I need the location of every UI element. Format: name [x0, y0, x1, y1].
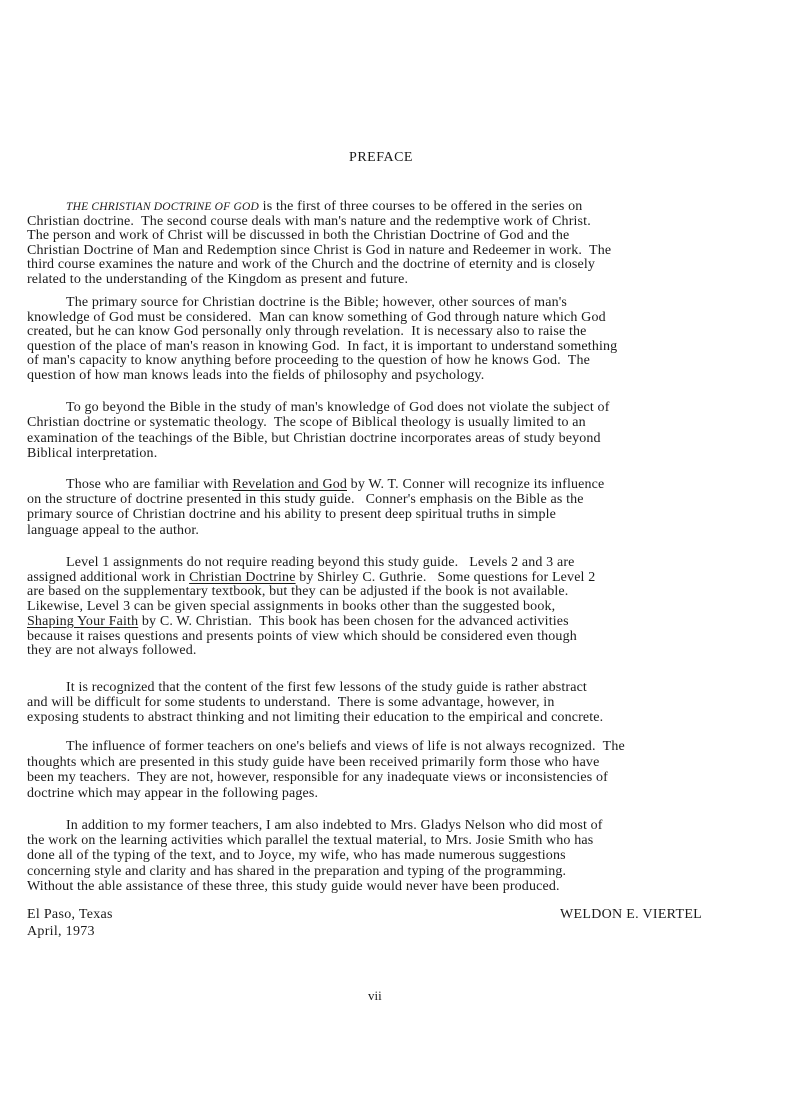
text-line [27, 368, 484, 384]
text-line [27, 695, 555, 711]
text-segment: The influence of former teachers on one's beliefs and views of life is not always recognized. The [66, 739, 625, 754]
text-segment: by C. W. Christian. This book has been chosen for the advanced activities [138, 613, 569, 629]
text-segment: Level 1 assignments do not require reading beyond this study guide. Levels 2 and 3 are [66, 555, 575, 570]
book-title: Christian Doctrine [189, 569, 296, 585]
text-line [27, 833, 593, 849]
text-line [27, 523, 199, 539]
text-line [66, 477, 604, 493]
signature-author: WELDON E. VIERTEL [560, 907, 703, 922]
book-title: Revelation and God [232, 477, 348, 492]
page-number: vii [368, 988, 382, 1003]
text-segment: Without the able assistance of these three, this study guide would never have been produced. [27, 878, 560, 894]
text-line [66, 555, 575, 571]
text-segment: thoughts which are presented in this study guide have been received primarily form those who have [27, 754, 600, 770]
text-line [27, 446, 157, 462]
signature-date: April, 1973 [27, 924, 95, 939]
text-segment: concerning style and clarity and has shared in the preparation and typing of the programming. [27, 863, 567, 879]
text-segment: because it raises questions and presents points of view which should be considered even though [27, 628, 577, 644]
text-line [27, 492, 584, 508]
text-segment: Christian doctrine or systematic theology. The scope of Biblical theology is usually limited to an [27, 415, 586, 431]
text-segment: assigned additional work in [27, 569, 190, 585]
text-segment: of man's capacity to know anything before proceeding to the question of how he knows God. The [27, 353, 591, 368]
text-segment: question of the place of man's reason in knowing God. In fact, it is important to understand something [27, 338, 618, 354]
text-line [27, 614, 569, 630]
text-line [27, 599, 555, 615]
text-line [27, 864, 566, 880]
text-segment: language appeal to the author. [27, 522, 200, 538]
text-segment: is the first of three courses to be offered in the series on [259, 199, 583, 214]
text-line [27, 786, 318, 802]
text-segment: Christian doctrine. The second course deals with man's nature and the redemptive work of Christ. [27, 213, 591, 229]
text-line [27, 507, 556, 523]
text-segment: been my teachers. They are not, however, responsible for any inadequate views or inconsistencies of [27, 770, 608, 786]
text-line [27, 431, 601, 447]
text-line [27, 848, 566, 864]
text-line [66, 818, 603, 834]
text-segment: done all of the typing of the text, and to Joyce, my wife, who has made numerous suggestions [27, 848, 566, 864]
text-segment: question of how man knows leads into the fields of philosophy and psychology. [27, 367, 485, 383]
text-segment: Biblical interpretation. [27, 445, 158, 461]
text-segment: are based on the supplementary textbook, but they can be adjusted if the book is not available. [27, 584, 569, 600]
text-segment: related to the understanding of the Kingdom as present and future. [27, 271, 409, 287]
text-segment: third course examines the nature and work of the Church and the doctrine of eternity and is closely [27, 257, 596, 272]
text-line [27, 584, 568, 600]
signature-place: El Paso, Texas [27, 907, 113, 922]
text-segment: The person and work of Christ will be discussed in both the Christian Doctrine of God and the [27, 228, 570, 243]
text-segment: It is recognized that the content of the first few lessons of the study guide is rather abstract [66, 680, 587, 695]
text-segment: examination of the teachings of the Bible, but Christian doctrine incorporates areas of study beyond [27, 430, 601, 446]
text-segment: primary source of Christian doctrine and his ability to present deep spiritual truths in simple [27, 507, 557, 523]
text-segment: and will be difficult for some students to understand. There is some advantage, however, in [27, 695, 555, 710]
book-title: Shaping Your Faith [27, 613, 139, 629]
text-line [27, 643, 197, 659]
text-segment: Those who are familiar with [66, 477, 233, 492]
text-segment: on the structure of doctrine presented in this study guide. Conner's emphasis on the Bible as the [27, 492, 584, 508]
text-segment: Christian Doctrine of Man and Redemption since Christ is God in nature and Redeemer in work. The [27, 242, 612, 258]
text-segment: exposing students to abstract thinking and not limiting their education to the empirical and concrete. [27, 710, 604, 725]
text-segment: In addition to my former teachers, I am also indebted to Mrs. Gladys Nelson who did most of [66, 818, 603, 833]
text-line [66, 680, 587, 696]
text-segment: by W. T. Conner will recognize its influence [347, 477, 605, 492]
page-title: PREFACE [349, 150, 413, 165]
text-segment: doctrine which may appear in the following pages. [27, 785, 319, 801]
text-segment: created, but he can know God personally only through revelation. It is necessary also to raise the [27, 324, 587, 339]
course-title: THE CHRISTIAN DOCTRINE OF GOD [66, 201, 259, 213]
text-segment: Likewise, Level 3 can be given special assignments in books other than the suggested book, [27, 599, 556, 615]
text-line [27, 770, 608, 786]
text-line [27, 570, 595, 586]
text-line [27, 272, 408, 288]
text-segment: The primary source for Christian doctrine is the Bible; however, other sources of man's [66, 295, 567, 310]
text-line [27, 415, 586, 431]
text-segment: the work on the learning activities which parallel the textual material, to Mrs. Josie Smith who has [27, 833, 594, 849]
text-segment: by Shirley C. Guthrie. Some questions for Level 2 [295, 569, 596, 585]
text-line [27, 629, 577, 645]
text-line [66, 739, 625, 755]
text-line [66, 400, 610, 416]
text-segment: To go beyond the Bible in the study of man's knowledge of God does not violate the subject of [66, 400, 610, 415]
text-segment: knowledge of God must be considered. Man can know something of God through nature which God [27, 309, 606, 325]
text-line [27, 755, 599, 771]
text-line [27, 879, 560, 895]
text-segment: they are not always followed. [27, 643, 197, 659]
text-line [27, 710, 603, 726]
